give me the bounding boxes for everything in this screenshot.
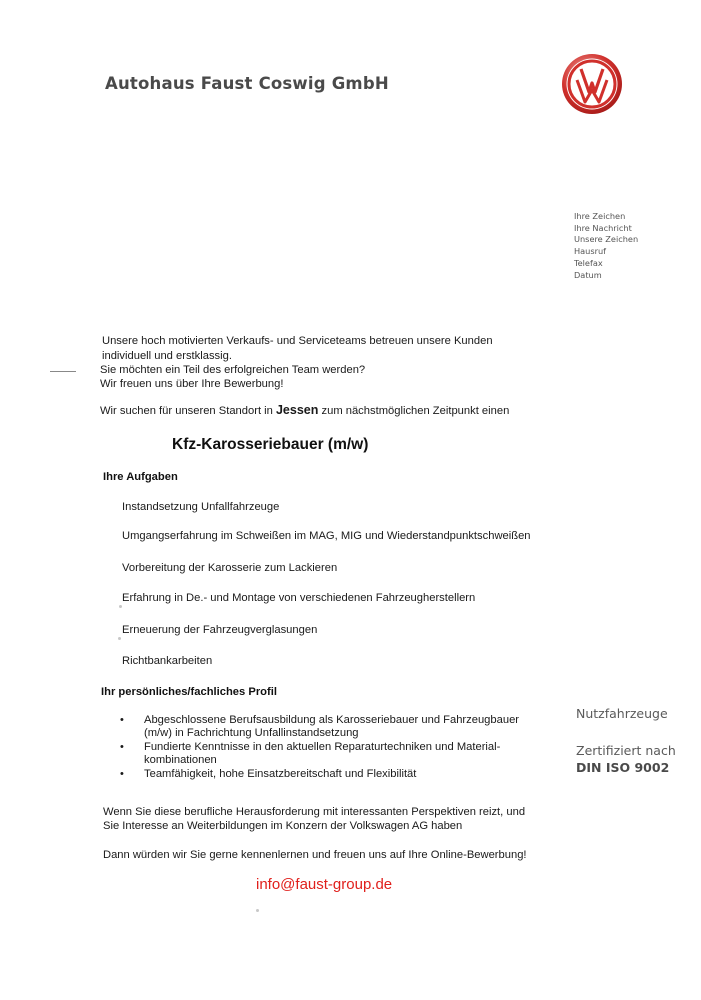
list-item [118,741,558,768]
intro-line: Wir freuen uns über Ihre Bewerbung! [100,378,284,390]
search-location: Jessen [275,403,319,417]
intro-line: individuell und erstklassig. [102,350,232,362]
intro-line: Sie möchten ein Teil des erfolgreichen Team werden? [100,364,366,376]
closing-line: Sie Interesse an Weiterbildungen im Konzern der Volkswagen AG haben [103,820,463,832]
ref-field: Unsere Zeichen [574,234,639,245]
scan-speck [118,637,121,640]
profile-heading: Ihr persönliches/fachliches Profil [101,686,277,698]
ref-field: Ihre Zeichen [574,211,626,221]
search-sentence [100,404,509,419]
scan-speck [119,605,122,608]
ref-field: Datum [574,269,602,280]
task-item: Umgangserfahrung im Schweißen im MAG, MIG und Wiederstandpunktschweißen [122,530,531,542]
profile-list [118,714,558,781]
task-item: Richtbankarbeiten [122,655,213,667]
list-item-text: Teamfähigkeit, hohe Einsatzbereitschaft und Flexibilität [144,767,417,780]
list-item-text: Abgeschlossene Berufsausbildung als Karosseriebauer und Fahrzeugbauer [144,714,520,726]
task-item: Erneuerung der Fahrzeugverglasungen [122,624,318,636]
search-suffix: zum nächstmöglichen Zeitpunkt einen [321,405,510,417]
task-item: Erfahrung in De.- und Montage von verschiedenen Fahrzeugherstellern [122,592,476,604]
fold-mark [50,371,76,372]
ref-field: Telefax [574,257,603,268]
list-item-text: Fundierte Kenntnisse in den aktuellen Reparaturtechniken und Material- [144,740,501,753]
search-prefix: Wir suchen für unseren Standort in [100,405,273,417]
closing-line: Dann würden wir Sie gerne kennenlernen und freuen uns auf Ihre Online-Bewerbung! [103,849,527,861]
company-name: Autohaus Faust Coswig GmbH [105,74,389,93]
closing-line: Wenn Sie diese berufliche Herausforderung mit interessanten Perspektiven reizt, und [103,806,526,818]
job-title: Kfz-Karosseriebauer (m/w) [172,436,369,453]
intro-line: Unsere hoch motivierten Verkaufs- und Serviceteams betreuen unsere Kunden [102,335,493,347]
contact-email[interactable]: info@faust-group.de [256,876,393,893]
reference-fields [574,211,638,281]
side-note-cert: Zertifiziert nach [576,743,676,758]
bullet-icon: • [120,740,124,753]
list-item [118,768,558,781]
task-item: Instandsetzung Unfallfahrzeuge [122,501,280,513]
task-item: Vorbereitung der Karosserie zum Lackieren [122,562,338,574]
tasks-heading: Ihre Aufgaben [103,471,178,483]
bullet-icon: • [120,767,124,780]
list-item [118,714,558,741]
ref-field: Ihre Nachricht [574,222,632,233]
side-note-category: Nutzfahrzeuge [576,706,668,721]
list-item-text: (m/w) in Fachrichtung Unfallinstandsetzung [144,727,359,740]
bullet-icon: • [120,714,124,726]
ref-field: Hausruf [574,246,607,257]
side-note-cert-standard: DIN ISO 9002 [576,760,670,775]
list-item-text: kombinationen [144,754,217,767]
vw-logo [560,52,624,116]
scan-speck [256,909,259,912]
